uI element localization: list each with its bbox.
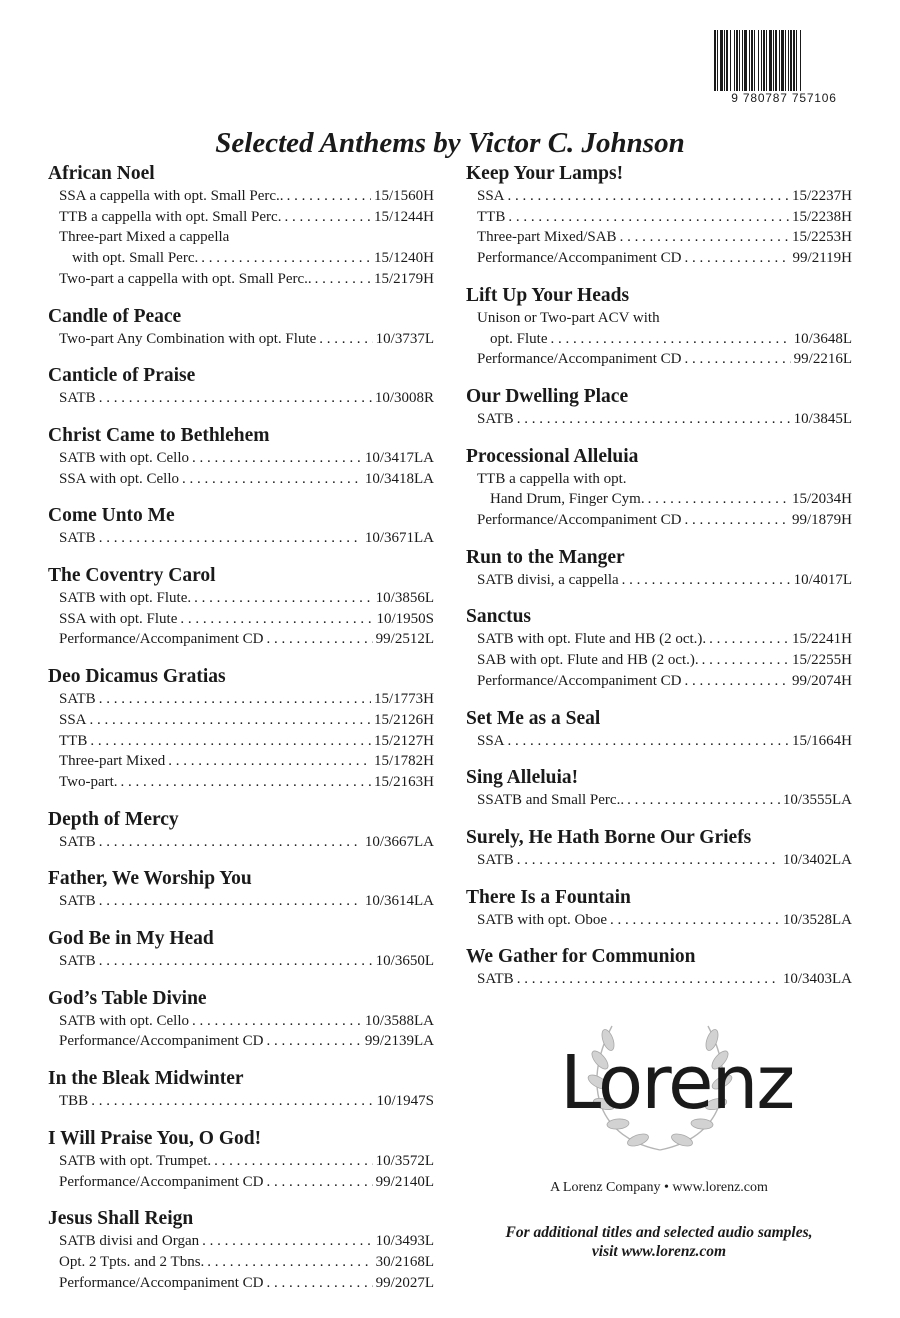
barcode-bar [724,30,725,96]
leader-dots [182,469,362,490]
anthem-title: African Noel [48,163,155,184]
anthem-section [48,808,434,853]
anthem-section [48,364,434,409]
catalog-code: 15/2255H [792,652,852,669]
voicing-label: Two-part a cappella with opt. Small Perc.. [59,270,312,287]
barcode-bars [712,30,852,96]
leader-dots [99,832,362,853]
anthem-section [466,546,852,591]
leader-dots [267,1273,373,1294]
leader-dots [267,629,373,650]
voicing-label: opt. Flute [490,330,548,347]
voicing-row [59,207,434,228]
voicing-label: SSA with opt. Cello [59,470,180,487]
anthem-section [48,867,434,912]
catalog-code: 10/3856L [375,590,434,607]
barcode-bar [800,30,801,96]
leader-dots [709,629,789,650]
leader-dots [517,409,791,430]
anthem-title: Father, We Worship You [48,868,252,890]
catalog-code: 10/3614LA [364,893,434,910]
page-title: Selected Anthems by Victor C. Johnson [215,127,685,160]
barcode-bar [749,30,750,96]
catalog-code: 10/3418LA [364,470,434,487]
voicing-row [59,1252,434,1273]
voicing-label: Three-part Mixed/SAB [477,229,617,246]
leader-dots [267,1172,373,1193]
catalog-code: 10/3671LA [364,530,434,547]
catalog-code: 99/2140L [375,1173,434,1190]
catalog-code: 99/2216L [793,351,852,368]
anthem-title: God’s Table Divine [48,987,207,1009]
leader-dots [90,731,371,752]
anthem-section [466,886,852,931]
barcode-bar [736,30,738,96]
voicing-row [490,329,852,350]
anthem-title: Sing Alleluia! [466,767,579,789]
catalog-code: 15/2253H [792,229,852,246]
voicing-row [59,469,434,490]
catalog-code: 10/3008R [374,390,434,407]
leader-dots [508,731,789,752]
barcode-bar [734,30,735,96]
voicing-label: TTB a cappella with opt. Small Perc. [59,208,282,225]
voicing-label: SATB with opt. Cello [59,449,190,466]
voicing-label: Performance/Accompaniment CD [59,1274,264,1291]
anthem-title: Lift Up Your Heads [466,284,630,306]
voicing-row [477,790,852,811]
leader-dots [121,772,371,793]
isbn-number: 9 780787 757106 [714,91,854,105]
catalog-code: 10/3650L [375,953,434,970]
voicing-row [477,731,852,752]
anthem-title: We Gather for Communion [466,946,696,968]
catalog-code: 15/2238H [792,208,852,225]
barcode-bar [761,30,762,96]
leader-dots [267,1031,362,1052]
catalog-code: 15/2034H [792,491,852,508]
voicing-label: SSA [59,711,87,728]
catalog-code: 99/2119H [792,250,852,267]
leader-dots [90,710,371,731]
voicing-row [59,751,434,772]
barcode-bar [720,30,723,96]
voicing-label: Performance/Accompaniment CD [477,351,682,368]
catalog-code: 15/2237H [792,188,852,204]
voicing-row [59,731,434,752]
leader-dots [627,790,780,811]
voicing-row [477,227,852,248]
barcode-bar [763,30,765,96]
barcode-bar [779,30,780,96]
catalog-code: 10/1947S [376,1093,434,1110]
anthem-title: Deo Dicamus Gratias [48,666,226,688]
catalog-code: 30/2168L [375,1253,434,1270]
anthem-section [466,766,852,811]
leader-dots [99,689,371,710]
barcode-bar [742,30,743,96]
leader-dots [610,910,780,931]
voicing-label: Performance/Accompaniment CD [477,512,682,529]
barcode-bar [775,30,777,96]
barcode-bar [788,30,789,96]
catalog-code: 10/3648L [793,330,852,347]
anthem-section [466,945,852,990]
anthem-title: Set Me as a Seal [466,707,601,729]
catalog-code: 99/2139LA [364,1033,434,1050]
leader-dots [702,650,789,671]
voicing-label: SATB with opt. Trumpet. [59,1152,212,1169]
anthem-section [466,385,852,430]
anthem-title: Canticle of Praise [48,365,196,387]
catalog-code: 10/3417LA [364,449,434,466]
anthem-title: The Coventry Carol [48,565,216,587]
catalog-code: 10/3572L [375,1152,434,1169]
voicing-row [59,1172,434,1193]
voicing-row [59,269,434,290]
voicing-label: Performance/Accompaniment CD [59,1033,264,1050]
voicing-label: SSA [477,188,505,204]
catalog-code: 15/1244H [374,208,434,225]
catalog-code: 15/2241H [792,631,852,648]
anthem-title: Run to the Manger [466,546,625,568]
barcode-bar [739,30,740,96]
catalog-code: 99/2074H [792,672,852,689]
voicing-label: SATB divisi and Organ [59,1233,200,1250]
leader-dots [99,528,362,549]
catalog-code: 99/1879H [792,512,852,529]
barcode-bar [754,30,755,96]
catalog-code: 15/1664H [792,732,852,749]
left-column [48,162,434,1308]
anthem-section [466,445,852,531]
voicing-row [59,772,434,793]
anthem-section [48,504,434,549]
anthem-title: Depth of Mercy [48,808,179,830]
voicing-row [59,448,434,469]
barcode-bar [793,30,795,96]
voicing-label: SATB [477,851,514,868]
voicing-label: Two-part Any Combination with opt. Flute [59,330,317,347]
barcode-bar [766,30,767,96]
catalog-code: 99/2027L [375,1274,434,1291]
anthem-title: Surely, He Hath Borne Our Griefs [466,826,752,848]
leader-dots [214,1151,373,1172]
voicing-row [59,951,434,972]
voicing-label: Performance/Accompaniment CD [477,250,682,267]
anthem-title: God Be in My Head [48,928,214,950]
voicing-row [477,969,852,990]
leader-dots [207,1252,372,1273]
anthem-section [48,305,434,350]
voicing-label: SSA with opt. Flute [59,610,178,627]
barcode-bar [758,30,759,96]
leader-dots [99,388,372,409]
anthem-section [48,1127,434,1192]
anthem-section [48,162,434,290]
anthem-title: Sanctus [466,606,532,628]
voicing-label: SATB [59,893,96,910]
voicing-label: SATB with opt. Cello [59,1012,190,1029]
catalog-code: 10/3402LA [782,851,852,868]
voicing-row [477,409,852,430]
voicing-row [59,832,434,853]
catalog-code: 15/2163H [374,773,434,790]
voicing-row [59,1031,434,1052]
leader-dots [287,186,371,207]
voicing-row [477,650,852,671]
voicing-label: Three-part Mixed a cappella [59,229,230,246]
voicing-label: SATB [477,971,514,988]
anthem-section [48,564,434,650]
voicing-label: SATB [59,390,96,407]
catalog-code: 15/2127H [374,732,434,749]
voicing-label: TTB a cappella with opt. [477,470,627,487]
barcode-bar [717,30,718,96]
voicing-row [59,1273,434,1294]
leader-dots [648,489,789,510]
anthem-title: Jesus Shall Reign [48,1208,194,1230]
leader-dots [202,1231,373,1252]
voicing-row [59,588,434,609]
voicing-label: Performance/Accompaniment CD [477,672,682,689]
leader-dots [194,588,373,609]
barcode-bar [751,30,753,96]
leader-dots [685,248,790,269]
voicing-row [59,891,434,912]
catalog-code: 15/1773H [374,691,434,708]
voicing-row [59,609,434,630]
anthem-title: Candle of Peace [48,305,182,327]
voicing-row [477,207,852,228]
voicing-label: TBB [59,1093,89,1110]
catalog-code: 10/3555LA [782,792,852,809]
footer-line-2: visit www.lorenz.com [591,1243,727,1260]
leader-dots [99,891,362,912]
barcode-bar [744,30,747,96]
leader-dots [284,207,371,228]
voicing-row [59,1231,434,1252]
voicing-label: SATB with opt. Oboe [477,911,608,928]
anthem-section [466,707,852,752]
voicing-row [477,671,852,692]
leader-dots [685,349,791,370]
voicing-label: SAB with opt. Flute and HB (2 oct.). [477,652,699,669]
leader-dots [192,1011,362,1032]
catalog-code: 10/3588LA [364,1012,434,1029]
voicing-row [477,850,852,871]
voicing-label: Hand Drum, Finger Cym. [490,491,645,508]
anthem-title: Our Dwelling Place [466,385,629,407]
catalog-code: 10/3528LA [782,911,852,928]
voicing-label: Unison or Two-part ACV with [477,309,660,326]
voicing-label: SSATB and Small Perc.. [477,792,625,809]
catalog-code: 10/4017L [793,571,852,588]
leader-dots [99,951,373,972]
anthem-section [48,665,434,793]
voicing-row [59,1151,434,1172]
leader-dots [91,1091,373,1112]
voicing-label: Three-part Mixed [59,753,166,770]
barcode-bar [790,30,792,96]
voicing-row [59,689,434,710]
voicing-row [59,528,434,549]
catalog-code: 15/1560H [374,188,434,204]
catalog-code: 10/3845L [793,410,852,427]
voicing-label: SATB [59,833,96,850]
barcode-bar [769,30,772,96]
leader-dots [508,186,789,207]
voicing-row [477,629,852,650]
voicing-row [72,248,434,269]
voicing-row [477,248,852,269]
catalog-code: 10/3667LA [364,833,434,850]
voicing-row [59,710,434,731]
leader-dots [201,248,371,269]
anthem-section [466,826,852,871]
leader-dots [192,448,362,469]
anthem-title: Processional Alleluia [466,445,639,467]
voicing-label: SATB with opt. Flute. [59,590,192,607]
leader-dots [319,329,372,350]
voicing-row [59,629,434,650]
catalog-code: 10/3493L [375,1233,434,1250]
catalog-code: 99/2512L [375,631,434,648]
barcode-bar [726,30,728,96]
voicing-row [477,570,852,591]
voicing-row [477,186,852,207]
voicing-label: SSA [477,732,505,749]
leader-dots [551,329,791,350]
leader-dots [517,969,780,990]
barcode-bar [781,30,784,96]
footer-line-1: For additional titles and selected audio samples, [505,1224,813,1241]
barcode-bar [785,30,786,96]
catalog-code: 15/1782H [374,753,434,770]
voicing-label: SATB with opt. Flute and HB (2 oct.). [477,631,707,648]
voicing-row [59,388,434,409]
voicing-row [59,1011,434,1032]
leader-dots [685,510,789,531]
voicing-row [477,510,852,531]
voicing-label: SATB [59,691,96,708]
voicing-label: Performance/Accompaniment CD [59,1173,264,1190]
barcode-bar [714,30,716,96]
voicing-row [59,186,434,207]
catalog-code: 10/3403LA [782,971,852,988]
voicing-label: TTB [59,732,88,749]
leader-dots [508,207,789,228]
leader-dots [168,751,371,772]
anthem-title: Christ Came to Bethlehem [48,424,270,446]
leader-dots [315,269,371,290]
catalog-code: 15/1240H [374,250,434,267]
voicing-label: SATB divisi, a cappella [477,571,619,588]
anthem-title: I Will Praise You, O God! [48,1127,262,1149]
anthem-section [48,927,434,972]
anthem-section [466,284,852,370]
voicing-label: with opt. Small Perc. [72,250,199,267]
company-line: A Lorenz Company • www.lorenz.com [550,1180,768,1195]
leader-dots [622,570,791,591]
anthem-section [48,987,434,1052]
voicing-row [477,349,852,370]
anthem-section [48,424,434,489]
catalog-code: 10/3737L [375,330,434,347]
catalog-code: 15/2179H [374,270,434,287]
anthem-section [48,1207,434,1293]
leader-dots [620,227,789,248]
anthem-title: In the Bleak Midwinter [48,1068,244,1090]
anthem-title: Keep Your Lamps! [466,163,624,184]
anthem-section [466,605,852,691]
voicing-label: SATB [59,530,96,547]
voicing-label: SATB [59,953,96,970]
barcode-bar [730,30,731,96]
voicing-label: SATB [477,410,514,427]
voicing-label: Two-part. [59,773,118,790]
voicing-label: Performance/Accompaniment CD [59,631,264,648]
voicing-row [59,329,434,350]
voicing-row [59,1091,434,1112]
voicing-label: TTB [477,208,506,225]
catalog-code: 15/2126H [374,711,434,728]
catalog-code: 10/1950S [376,610,434,627]
voicing-label: SSA a cappella with opt. Small Perc.. [59,188,284,204]
voicing-row [490,489,852,510]
footer-note [466,1223,852,1261]
lorenz-logo: Lorenz [560,1040,794,1126]
barcode-bar [773,30,774,96]
anthem-section [48,1067,434,1112]
right-column [466,162,852,1005]
barcode-bar [796,30,797,96]
anthem-title: There Is a Fountain [466,886,631,908]
leader-dots [517,850,780,871]
voicing-label: Opt. 2 Tpts. and 2 Tbns. [59,1253,205,1270]
leader-dots [685,671,789,692]
anthem-section [466,162,852,269]
leader-dots [180,609,373,630]
anthem-title: Come Unto Me [48,505,175,527]
voicing-row [477,910,852,931]
